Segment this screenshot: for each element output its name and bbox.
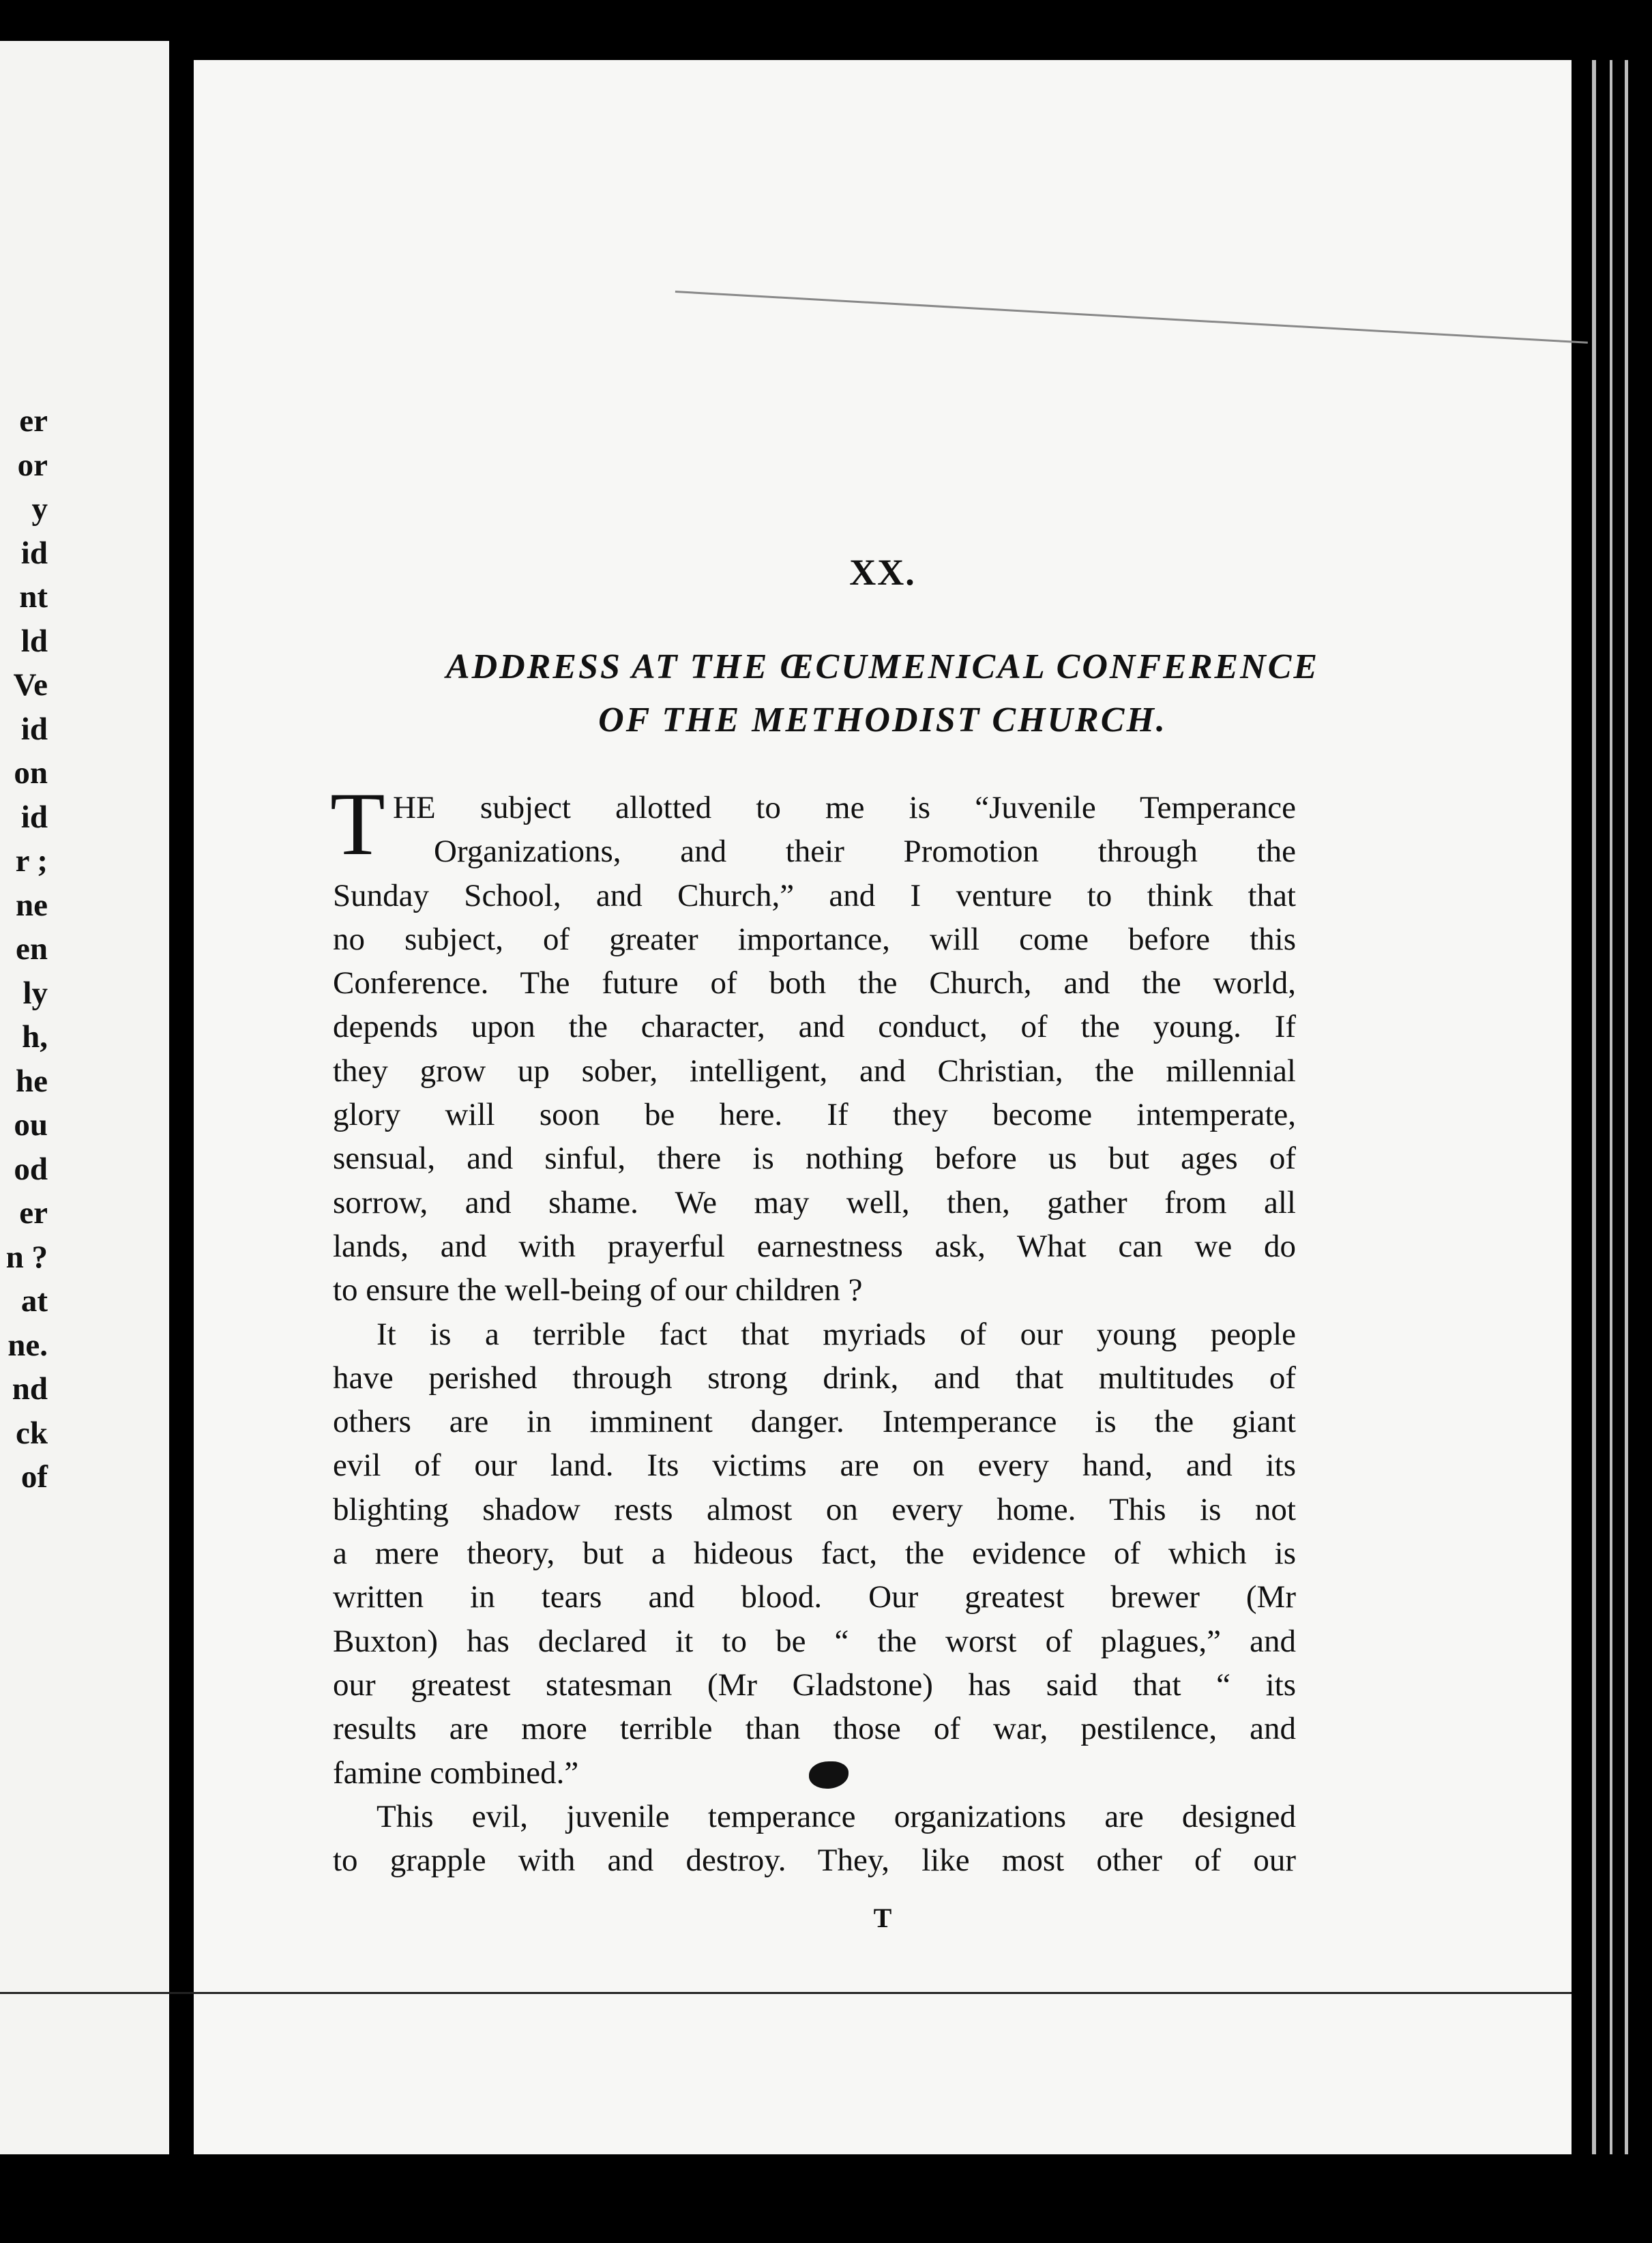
body-text [333, 786, 1296, 1882]
page-edge-line [1592, 60, 1596, 2175]
fragment-line: of [20, 1459, 48, 1495]
fragment-line: nt [19, 579, 48, 615]
fragment-line: ou [14, 1107, 48, 1143]
text-line: to grapple with and destroy. They, like most other of our [333, 1843, 1296, 1879]
text-line: sensual, and sinful, there is nothing before us but ages of [333, 1141, 1296, 1177]
text-line: have perished through strong drink, and that multitudes of [333, 1360, 1296, 1396]
page-edge-line [1610, 60, 1612, 2175]
text-line: HE subject allotted to me is “Juvenile Temperance [393, 790, 1296, 825]
text-line: blighting shadow rests almost on every home. This is not [333, 1491, 1296, 1527]
fragment-line: ne [16, 887, 48, 923]
text-line: sorrow, and shame. We may well, then, gather from all [333, 1184, 1296, 1220]
page-edge [1572, 60, 1652, 2175]
fragment-line: y [31, 491, 48, 527]
text-line: Buxton) has declared it to be “ the worst of plagues,” and [333, 1623, 1296, 1659]
text-line: Sunday School, and Church,” and I venture to think that [333, 877, 1296, 913]
fragment-line: he [16, 1063, 48, 1099]
page-signature-mark: T [873, 1903, 892, 1933]
text-line: to ensure the well-being of our children ? [333, 1272, 863, 1308]
fragment-line: ly [23, 975, 48, 1011]
fragment-line: od [14, 1151, 48, 1187]
text-line: evil of our land. Its victims are on every hand, and its [333, 1448, 1296, 1484]
facing-page-text [0, 399, 48, 1499]
chapter-number: XX. [849, 552, 916, 593]
fragment-line: en [16, 931, 48, 967]
text-line: a mere theory, but a hideous fact, the evidence of which is [333, 1536, 1296, 1572]
fragment-line: ld [20, 623, 48, 659]
facing-page-fragment [0, 41, 169, 2163]
paragraph-3 [333, 1795, 1296, 1883]
fragment-line: r ; [15, 843, 48, 879]
fragment-line: nd [12, 1371, 48, 1407]
text-line: It is a terrible fact that myriads of our young people [377, 1316, 1296, 1352]
text-line: famine combined.” [333, 1755, 579, 1791]
fragment-line: id [20, 799, 48, 835]
text-line: Organizations, and their Promotion through the [434, 834, 1296, 870]
scan-border-top [0, 0, 1652, 61]
fragment-line: Ve [13, 667, 48, 703]
fragment-line: id [20, 711, 48, 747]
text-line: our greatest statesman (Mr Gladstone) has said that “ its [333, 1667, 1296, 1703]
text-line: they grow up sober, intelligent, and Christian, the millennial [333, 1053, 1296, 1089]
chapter-title-line-1: ADDRESS AT THE ŒCUMENICAL CONFERENCE [445, 647, 1320, 686]
chapter-title-line-2: OF THE METHODIST CHURCH. [598, 701, 1167, 739]
fragment-line: ne. [8, 1327, 48, 1363]
text-line: no subject, of greater importance, will come before this [333, 921, 1296, 957]
text-line: others are in imminent danger. Intemperance is the giant [333, 1404, 1296, 1440]
page-edge-line [1625, 60, 1628, 2175]
fragment-line: er [19, 403, 48, 439]
fragment-line: ck [16, 1415, 48, 1451]
text-line: Conference. The future of both the Church, and the world, [333, 965, 1296, 1001]
fragment-line: or [17, 447, 48, 483]
text-line: lands, and with prayerful earnestness ask, What can we do [333, 1228, 1296, 1264]
scan-border-bottom [0, 2154, 1652, 2243]
text-line: This evil, juvenile temperance organizations are designed [377, 1798, 1296, 1834]
fragment-line: at [20, 1283, 48, 1319]
text-line: glory will soon be here. If they become intemperate, [333, 1097, 1296, 1133]
bottom-rule [0, 1992, 1572, 1994]
fragment-line: er [19, 1195, 48, 1231]
fragment-line: n ? [5, 1239, 48, 1275]
book-gutter [169, 41, 194, 2163]
fragment-line: h, [22, 1019, 48, 1055]
fragment-line: id [20, 535, 48, 571]
text-line: depends upon the character, and conduct, of the young. If [333, 1009, 1296, 1045]
fragment-line: on [14, 755, 48, 791]
paragraph-2 [333, 1313, 1296, 1795]
paragraph-1 [333, 786, 1296, 1313]
text-line: written in tears and blood. Our greatest brewer (Mr [333, 1579, 1296, 1615]
drop-cap: T [330, 774, 385, 874]
text-line: results are more terrible than those of war, pestilence, and [333, 1711, 1296, 1747]
